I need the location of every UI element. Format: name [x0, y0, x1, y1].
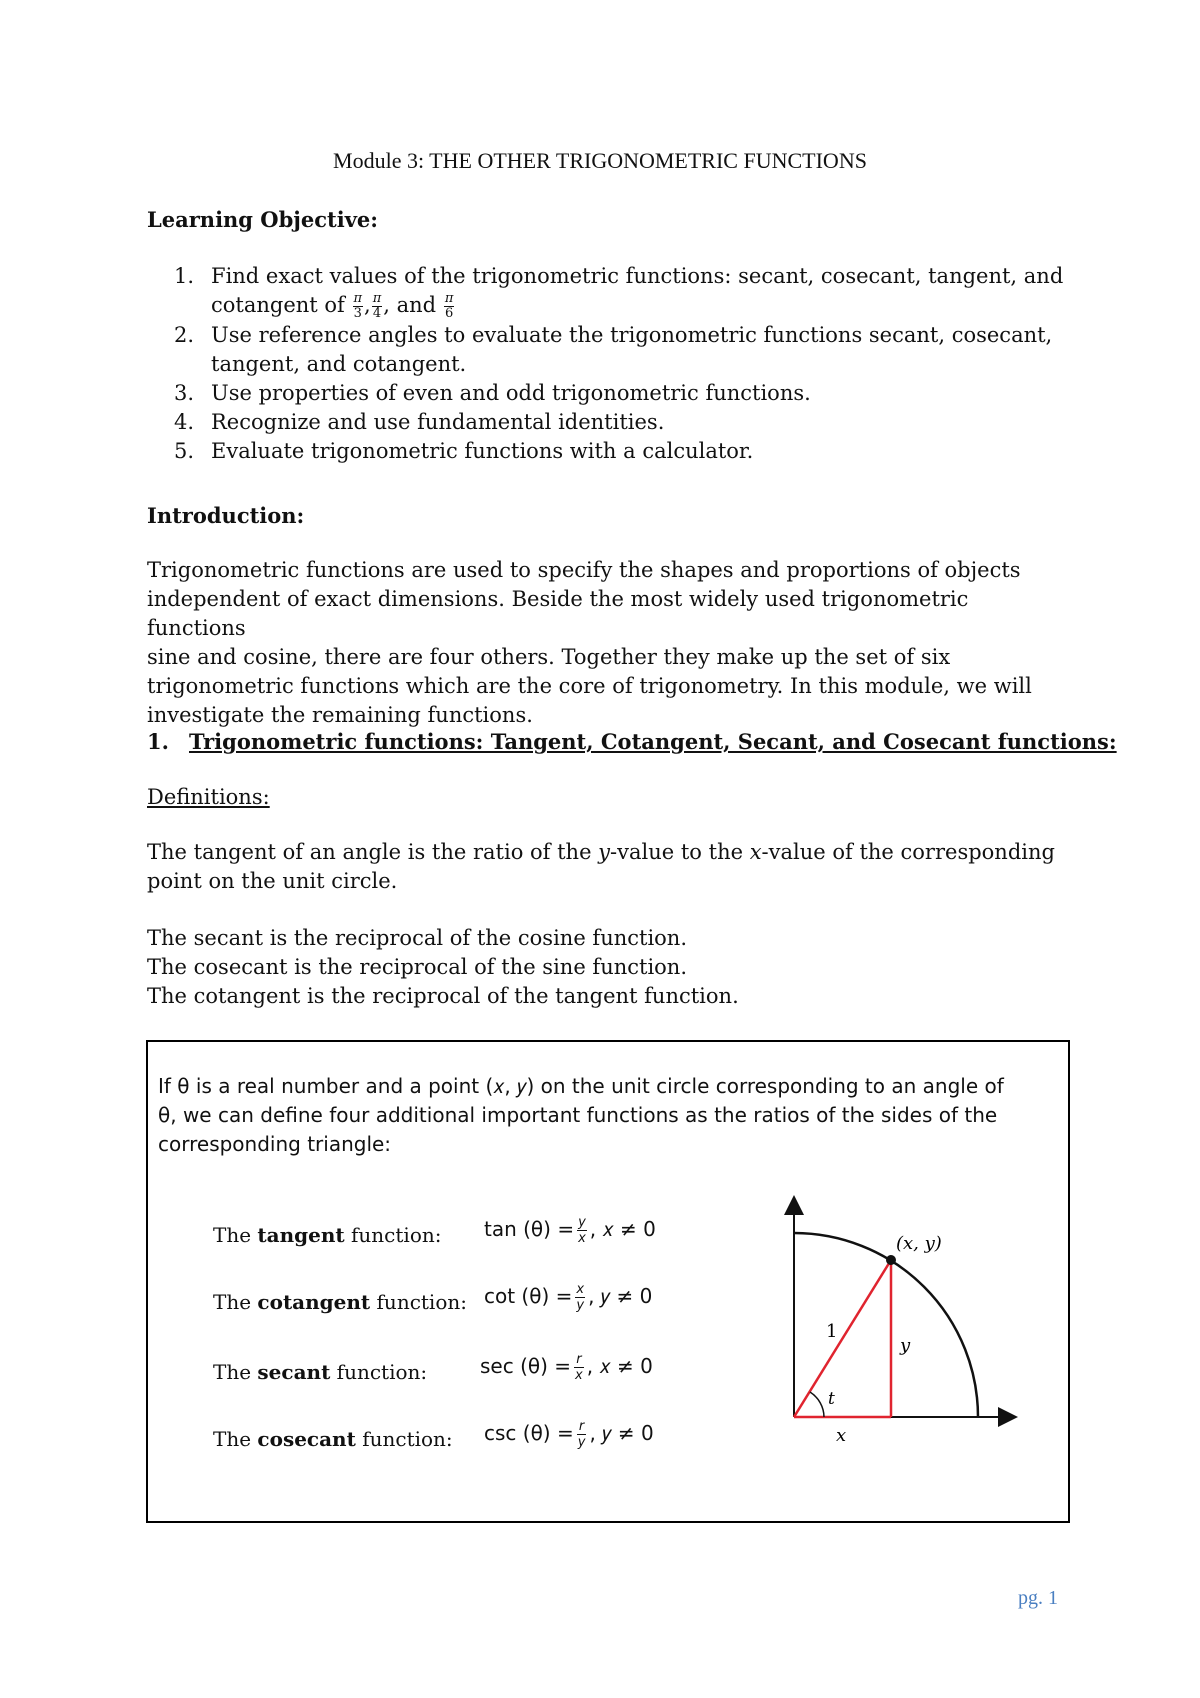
list-item: 3. Use properties of even and odd trigonometric functions. — [174, 381, 811, 405]
page-number: pg. 1 — [1018, 1587, 1058, 1609]
fraction-pi-4: $\frac{\pi}{4}$ — [372, 291, 382, 321]
unit-circle-arc — [794, 1233, 978, 1417]
cotangent-function-label: The cotangent function: — [213, 1290, 467, 1314]
cosecant-formula: csc (θ) = $\frac{r}{y}$ , 𝑦 ≠ 0 — [484, 1419, 654, 1450]
secant-formula: sec (θ) = $\frac{r}{x}$ , 𝑥 ≠ 0 — [480, 1352, 653, 1383]
list-item: 5. Evaluate trigonometric functions with a calculator. — [174, 439, 754, 463]
fraction-pi-3: $\frac{\pi}{3}$ — [353, 291, 363, 321]
definitions-heading: Definitions: — [147, 785, 270, 809]
point-marker — [886, 1255, 896, 1265]
reciprocal-definitions: The secant is the reciprocal of the cosine function. The cosecant is the reciprocal of the sine function. The cotangent is the reciprocal of the tangent function. — [147, 926, 739, 1008]
section-1-heading: 1. Trigonometric functions: Tangent, Cotangent, Secant, and Cosecant functions: — [147, 729, 1117, 754]
tangent-definition: The tangent of an angle is the ratio of the y-value to the x-value of the corresponding point on the unit circle. — [147, 840, 1055, 893]
introduction-paragraph: Trigonometric functions are used to specify the shapes and proportions of objects independent of exact dimensions. Beside the most widely used trigonometric functions sine and cosine, there are four others. Together they make up the set of six trigonometric functions which are the core of trigonometry. In this module, we will investigate the remaining functions. — [147, 558, 1032, 727]
tangent-function-label: The tangent function: — [213, 1223, 442, 1247]
fraction-pi-6: $\frac{\pi}{6}$ — [444, 291, 454, 321]
hypotenuse-label: 1 — [826, 1321, 838, 1342]
list-item: 4. Recognize and use fundamental identities. — [174, 410, 665, 434]
learning-objective-heading: Learning Objective: — [147, 207, 379, 232]
angle-label: t — [828, 1389, 835, 1409]
introduction-heading: Introduction: — [147, 503, 305, 528]
cosecant-function-label: The cosecant function: — [213, 1427, 453, 1451]
secant-function-label: The secant function: — [213, 1360, 428, 1384]
base-x-label: x — [836, 1425, 847, 1445]
point-label: (x, y) — [896, 1233, 942, 1254]
box-intro-text: If θ is a real number and a point (𝑥, 𝑦) on the unit circle corresponding to an angle of θ, we can define four additional important functions as the ratios of the sides of the corresponding triangle: — [158, 1074, 1004, 1156]
hypotenuse-line — [794, 1260, 891, 1417]
side-y-label: y — [900, 1335, 911, 1356]
list-item: 1. Find exact values of the trigonometric functions: secant, cosecant, tangent, and cotangent of $\frac{\pi}{3}$ , $\frac{\pi}{4}$ , and $\frac{\pi}{6}$ — [174, 264, 1064, 321]
page-title: Module 3: THE OTHER TRIGONOMETRIC FUNCTIONS — [333, 148, 867, 173]
list-item: 2. Use reference angles to evaluate the trigonometric functions secant, cosecant, tangent, and cotangent. — [174, 323, 1053, 376]
objectives-list — [147, 262, 1077, 466]
tangent-formula: tan (θ) = $\frac{y}{x}$ , 𝑥 ≠ 0 — [484, 1215, 656, 1246]
cotangent-formula: cot (θ) = $\frac{x}{y}$ , 𝑦 ≠ 0 — [484, 1282, 653, 1313]
unit-circle-diagram — [780, 1185, 1020, 1445]
angle-arc — [810, 1392, 824, 1417]
